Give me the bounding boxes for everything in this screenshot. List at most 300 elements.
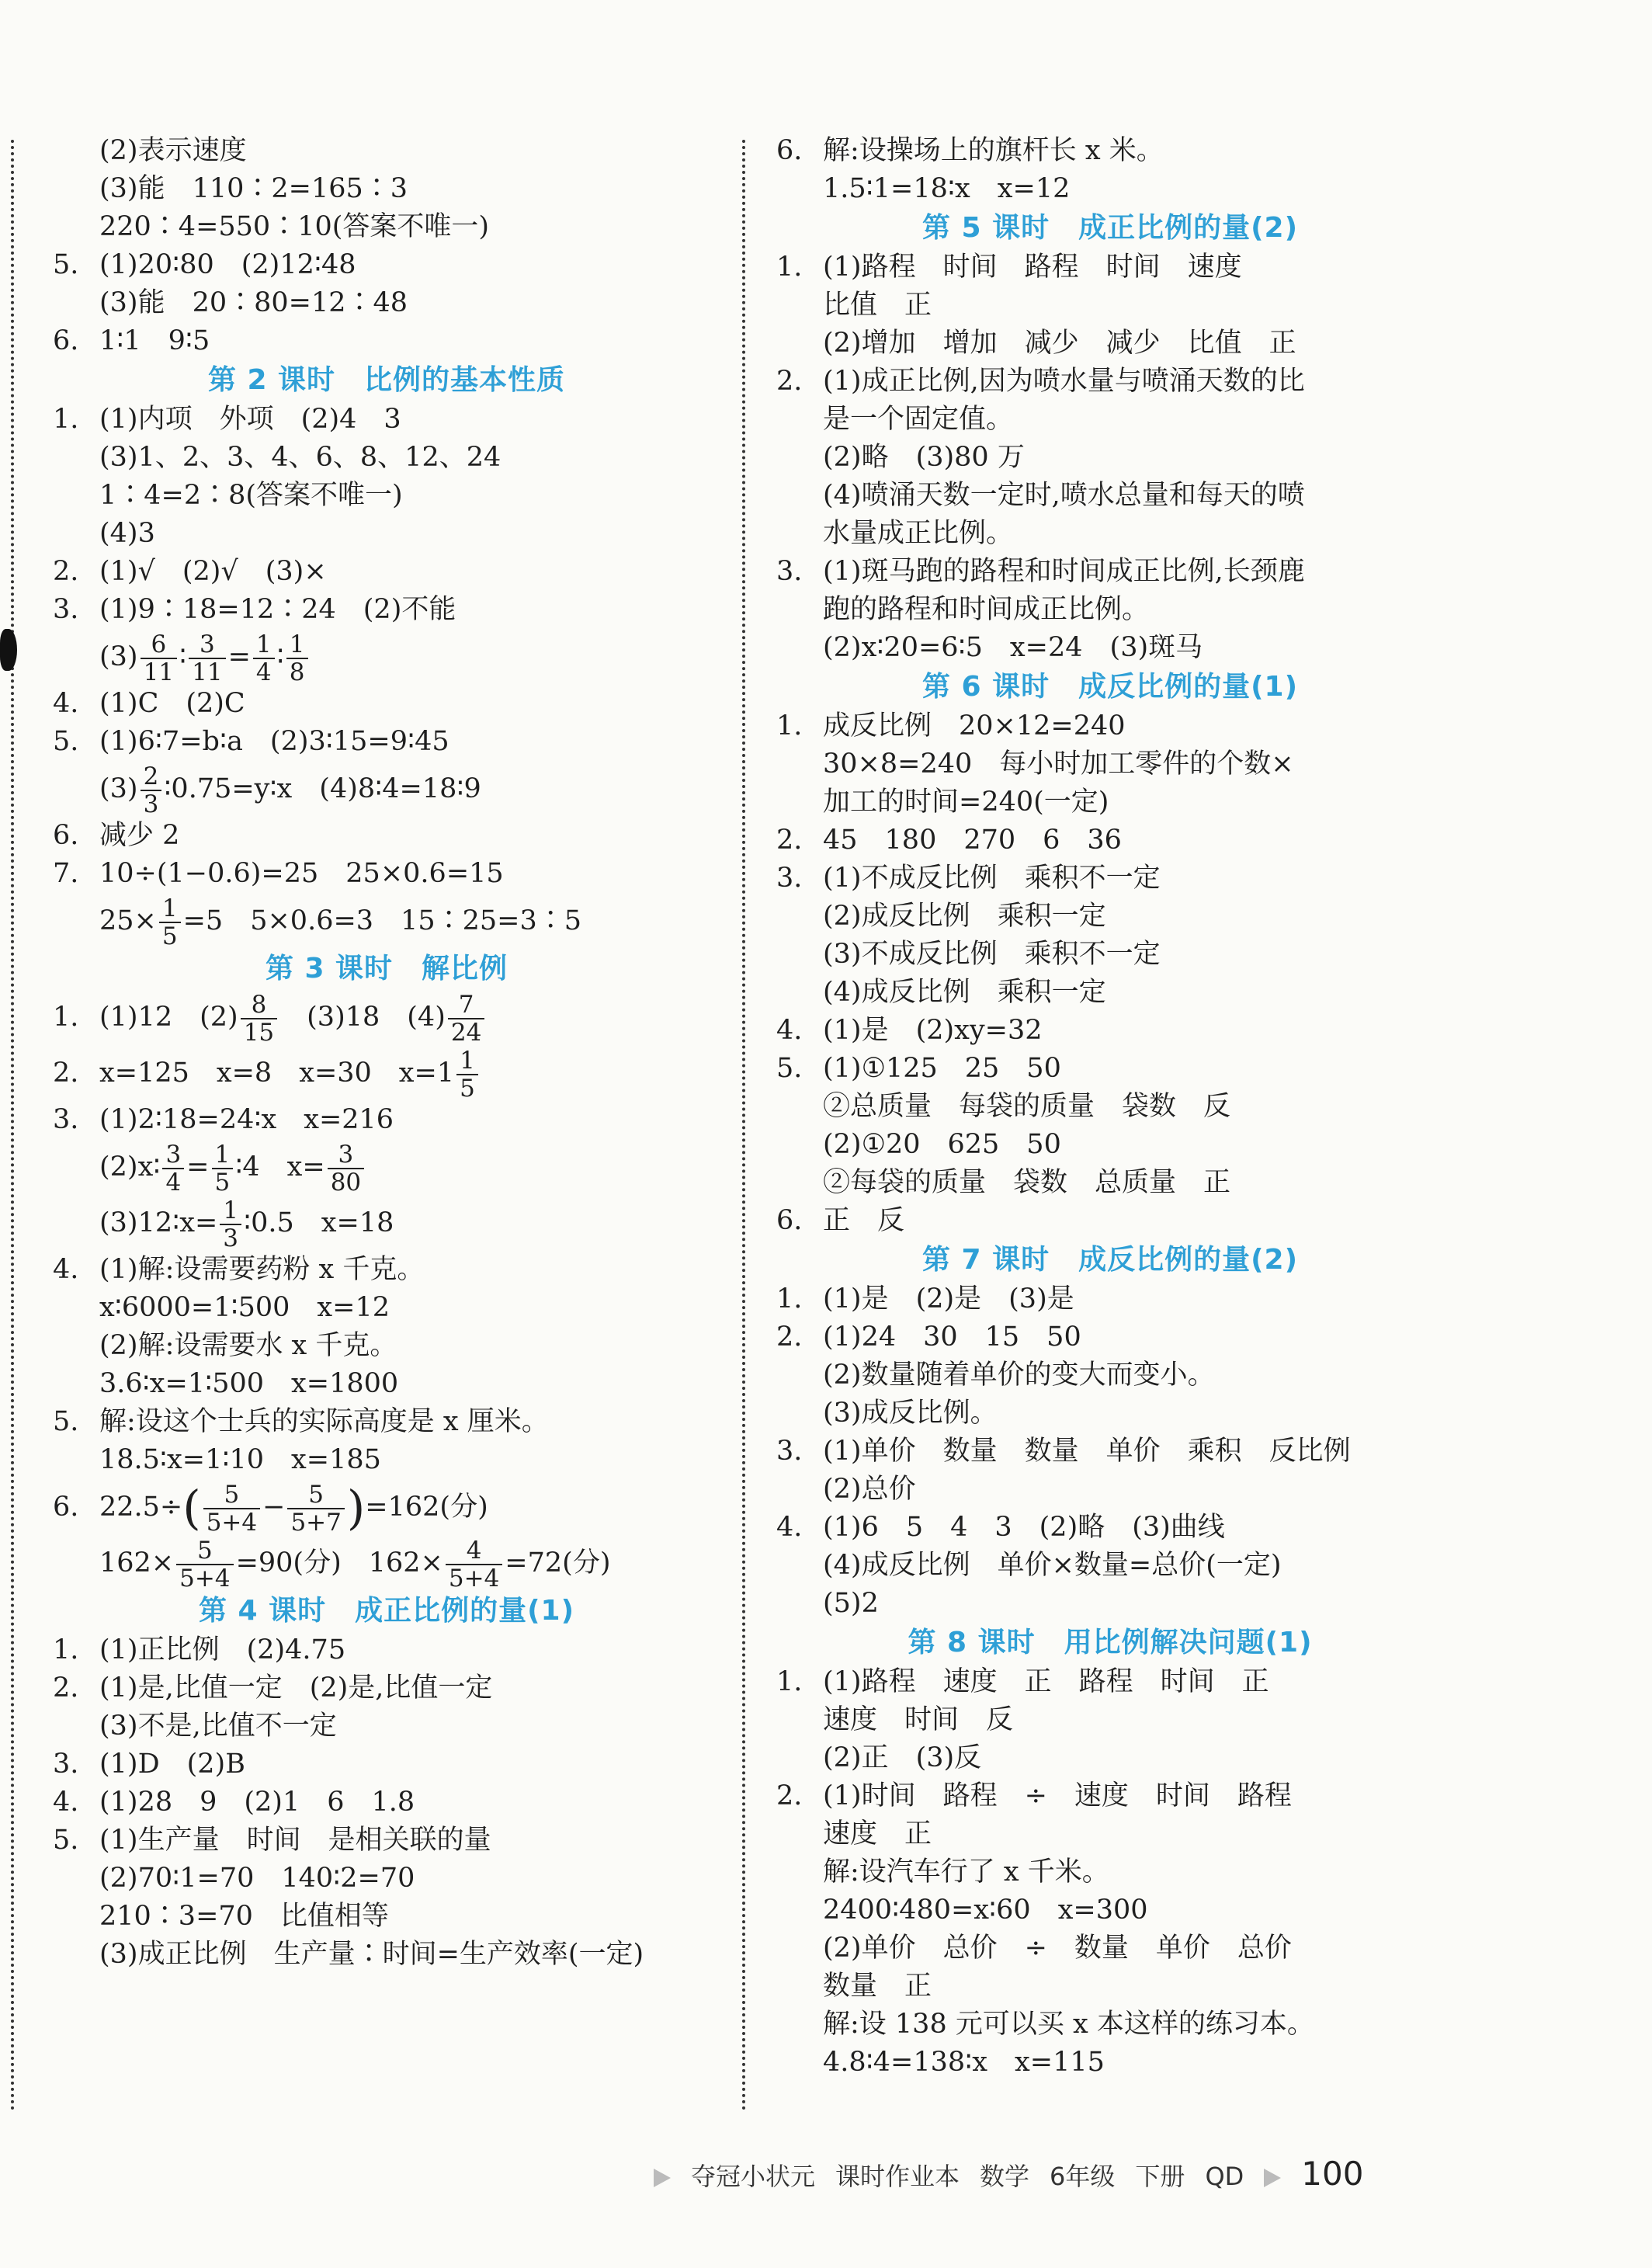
question-number: 5. bbox=[53, 1825, 79, 1856]
question-number: 5. bbox=[776, 1053, 803, 1084]
answer-line bbox=[776, 363, 1444, 401]
fraction-numerator: 3 bbox=[328, 1141, 364, 1169]
answer-line bbox=[776, 1663, 1444, 1701]
answer-text: (1)内项 外项 (2)4 3 bbox=[99, 404, 401, 435]
answer-line bbox=[53, 1822, 720, 1860]
answer-segment: − bbox=[262, 1492, 286, 1523]
answer-line bbox=[53, 322, 720, 360]
question-number: 7. bbox=[53, 858, 79, 889]
answer-line bbox=[53, 1745, 720, 1783]
arrow-icon bbox=[654, 2169, 671, 2187]
answer-segment: ∶0.5 x=18 bbox=[244, 1207, 394, 1238]
answer-segment: (3) bbox=[99, 773, 138, 804]
answer-line bbox=[53, 1403, 720, 1441]
answer-segment: (3)18 (4) bbox=[279, 1002, 446, 1033]
fraction-numerator: 2 bbox=[141, 763, 162, 791]
answer-text: 2400∶480=x∶60 x=300 bbox=[823, 1895, 1148, 1926]
answer-line bbox=[53, 1289, 720, 1327]
answer-line bbox=[776, 860, 1444, 898]
fraction-numerator: 1 bbox=[220, 1197, 241, 1225]
answer-line bbox=[53, 1535, 720, 1591]
answer-segment: 162× bbox=[99, 1547, 175, 1579]
fraction bbox=[328, 1141, 364, 1196]
question-number: 6. bbox=[53, 325, 79, 356]
answer-text: (4)成反比例 单价×数量=总价(一定) bbox=[823, 1550, 1282, 1581]
answer-line bbox=[53, 1251, 720, 1289]
answer-segment: =72(分) bbox=[505, 1547, 611, 1579]
fraction-denominator: 80 bbox=[330, 1168, 362, 1197]
answer-line bbox=[776, 898, 1444, 936]
question-number: 1. bbox=[776, 1283, 803, 1315]
fraction-numerator: 4 bbox=[446, 1537, 502, 1565]
answer-segment: 22.5÷ bbox=[99, 1492, 183, 1523]
answer-text: (3)能 20∶80=12∶48 bbox=[99, 287, 408, 318]
answer-text: 220∶4=550∶10(答案不唯一) bbox=[99, 211, 490, 242]
answer-line bbox=[53, 439, 720, 477]
answer-line bbox=[776, 1509, 1444, 1547]
answer-text: (1)20∶80 (2)12∶48 bbox=[99, 249, 356, 280]
fraction-numerator: 5 bbox=[203, 1481, 260, 1509]
fraction-numerator: 8 bbox=[241, 992, 277, 1019]
question-number: 6. bbox=[53, 820, 79, 851]
answer-line bbox=[776, 325, 1444, 363]
answer-text: (1)D (2)B bbox=[99, 1749, 245, 1780]
question-number: 4. bbox=[776, 1512, 803, 1543]
answer-text: (1)9∶18=12∶24 (2)不能 bbox=[99, 594, 456, 625]
answer-text: x∶6000=1∶500 x=12 bbox=[99, 1292, 390, 1323]
answer-text bbox=[99, 989, 487, 1046]
answer-line bbox=[776, 1853, 1444, 1891]
answer-text: 速度 正 bbox=[823, 1818, 932, 1849]
fraction bbox=[448, 992, 484, 1046]
question-number: 1. bbox=[776, 252, 803, 283]
answer-text: 减少 2 bbox=[99, 820, 180, 851]
answer-column-left bbox=[53, 132, 720, 1974]
fraction bbox=[446, 1537, 502, 1592]
answer-text: 1∶4=2∶8(答案不唯一) bbox=[99, 480, 403, 511]
fraction-denominator: 3 bbox=[223, 1224, 239, 1252]
answer-text: 3.6∶x=1∶500 x=1800 bbox=[99, 1368, 399, 1399]
fraction-denominator: 11 bbox=[192, 658, 223, 686]
answer-line bbox=[776, 1088, 1444, 1126]
page-number: 100 bbox=[1301, 2155, 1364, 2193]
question-number: 1. bbox=[776, 710, 803, 742]
answer-text: (2)总价 bbox=[823, 1474, 916, 1505]
answer-line bbox=[776, 2044, 1444, 2082]
fraction bbox=[189, 631, 225, 686]
answer-line bbox=[776, 1777, 1444, 1815]
answer-segment: (2)x∶ bbox=[99, 1151, 161, 1183]
answer-line bbox=[776, 1318, 1444, 1356]
answer-line bbox=[53, 855, 720, 893]
fraction-numerator: 5 bbox=[287, 1481, 344, 1509]
answer-line bbox=[776, 974, 1444, 1012]
answer-line bbox=[53, 284, 720, 322]
question-number: 5. bbox=[53, 726, 79, 757]
question-number: 2. bbox=[776, 366, 803, 397]
question-number: 2. bbox=[53, 556, 79, 587]
fraction-numerator: 1 bbox=[286, 631, 308, 659]
question-number: 4. bbox=[776, 1015, 803, 1046]
answer-line bbox=[53, 629, 720, 685]
question-number: 3. bbox=[53, 1104, 79, 1135]
question-number: 6. bbox=[53, 1492, 79, 1523]
question-number: 4. bbox=[53, 1787, 79, 1818]
answer-line bbox=[776, 1012, 1444, 1050]
answer-line bbox=[776, 1126, 1444, 1164]
answer-line bbox=[776, 936, 1444, 974]
footer-volume: 下册 bbox=[1135, 2162, 1185, 2191]
answer-line bbox=[53, 1860, 720, 1898]
answer-text: (1)是 (2)是 (3)是 bbox=[823, 1283, 1074, 1315]
answer-line bbox=[53, 1045, 720, 1101]
answer-line bbox=[776, 1394, 1444, 1433]
answer-line bbox=[776, 1968, 1444, 2006]
answer-text: 数量 正 bbox=[823, 1971, 932, 2002]
answer-text: (1)是 (2)xy=32 bbox=[823, 1015, 1043, 1046]
answer-text: ②总质量 每袋的质量 袋数 反 bbox=[823, 1091, 1231, 1122]
answer-segment: (1)12 (2) bbox=[99, 1002, 238, 1033]
answer-line bbox=[776, 591, 1444, 629]
answer-text: 水量成正比例。 bbox=[823, 518, 1014, 549]
answer-segment: = bbox=[227, 641, 251, 672]
question-number: 1. bbox=[53, 1634, 79, 1665]
fraction-denominator: 3 bbox=[143, 790, 159, 818]
fraction bbox=[287, 1481, 344, 1536]
answer-text: (1)28 9 (2)1 6 1.8 bbox=[99, 1787, 415, 1818]
arrow-icon bbox=[1264, 2169, 1281, 2187]
answer-segment: ∶ bbox=[179, 641, 187, 672]
lesson-heading: 第 8 课时 用比例解决问题(1) bbox=[908, 1627, 1313, 1658]
answer-line bbox=[53, 401, 720, 439]
fraction-denominator: 5+7 bbox=[290, 1508, 342, 1537]
answer-line bbox=[776, 1929, 1444, 1968]
question-number: 2. bbox=[776, 825, 803, 856]
answer-line bbox=[776, 553, 1444, 591]
answer-segment: ∶0.75=y∶x (4)8∶4=18∶9 bbox=[164, 773, 481, 804]
answer-line bbox=[776, 1280, 1444, 1318]
answer-text: (3)1、2、3、4、6、8、12、24 bbox=[99, 442, 502, 473]
answer-line bbox=[776, 1471, 1444, 1509]
answer-line bbox=[776, 515, 1444, 553]
page-footer bbox=[654, 2151, 1383, 2197]
answer-text: 10÷(1−0.6)=25 25×0.6=15 bbox=[99, 858, 504, 889]
answer-text: 加工的时间=240(一定) bbox=[823, 787, 1109, 818]
answer-text: (1)√ (2)√ (3)× bbox=[99, 556, 327, 587]
answer-text: 解:设这个士兵的实际高度是 x 厘米。 bbox=[99, 1406, 549, 1437]
answer-text: (1)是,比值一定 (2)是,比值一定 bbox=[99, 1672, 493, 1704]
fraction-denominator: 8 bbox=[289, 658, 305, 686]
answer-text: 1∶1 9∶5 bbox=[99, 325, 210, 356]
fraction-denominator: 15 bbox=[243, 1018, 275, 1047]
answer-line bbox=[53, 246, 720, 284]
answer-text: (1)正比例 (2)4.75 bbox=[99, 1634, 346, 1665]
fraction bbox=[159, 895, 181, 950]
answer-text: 跑的路程和时间成正比例。 bbox=[823, 594, 1150, 625]
fraction-denominator: 5+4 bbox=[206, 1508, 258, 1537]
answer-line bbox=[53, 685, 720, 723]
answer-text bbox=[99, 761, 481, 818]
answer-line bbox=[53, 1327, 720, 1365]
answer-line bbox=[53, 1898, 720, 1936]
answer-line bbox=[53, 1365, 720, 1403]
answer-text: 速度 时间 反 bbox=[823, 1704, 1014, 1735]
fraction-numerator: 1 bbox=[159, 895, 181, 923]
scan-mark bbox=[0, 629, 17, 671]
answer-text bbox=[99, 893, 581, 950]
lesson-heading: 第 2 课时 比例的基本性质 bbox=[207, 364, 566, 396]
answer-text: (1)路程 速度 正 路程 时间 正 bbox=[823, 1666, 1269, 1697]
fraction bbox=[456, 1047, 478, 1102]
fraction bbox=[220, 1197, 241, 1252]
question-number: 2. bbox=[53, 1058, 79, 1089]
answer-text: (1)解:设需要药粉 x 千克。 bbox=[99, 1254, 425, 1285]
answer-line bbox=[53, 553, 720, 591]
answer-text: (1)不成反比例 乘积不一定 bbox=[823, 863, 1161, 894]
answer-text: (3)成反比例。 bbox=[823, 1398, 998, 1429]
answer-line bbox=[53, 1707, 720, 1745]
question-number: 6. bbox=[776, 1205, 803, 1236]
fraction-denominator: 4 bbox=[255, 658, 272, 686]
answer-text: (3)能 110∶2=165∶3 bbox=[99, 173, 408, 204]
question-number: 3. bbox=[776, 863, 803, 894]
answer-line bbox=[53, 1195, 720, 1251]
fraction bbox=[141, 631, 177, 686]
answer-segment: =90(分) 162× bbox=[235, 1547, 443, 1579]
answer-segment: ∶ bbox=[276, 641, 284, 672]
answer-line bbox=[53, 817, 720, 855]
question-number: 3. bbox=[776, 556, 803, 587]
answer-line bbox=[53, 1479, 720, 1535]
answer-text: 1.5∶1=18∶x x=12 bbox=[823, 173, 1071, 204]
answer-text: 成反比例 20×12=240 bbox=[823, 710, 1126, 742]
column-divider bbox=[742, 140, 745, 2112]
answer-text: 解:设操场上的旗杆长 x 米。 bbox=[823, 135, 1164, 166]
answer-text: (2)表示速度 bbox=[99, 135, 247, 166]
answer-line bbox=[776, 1050, 1444, 1088]
answer-line bbox=[776, 707, 1444, 745]
answer-text: 是一个固定值。 bbox=[823, 404, 1014, 435]
fraction bbox=[253, 631, 275, 686]
answer-line bbox=[776, 1202, 1444, 1240]
answer-text: (1)①125 25 50 bbox=[823, 1053, 1061, 1084]
parenthesis: ) bbox=[346, 1481, 366, 1536]
answer-text bbox=[99, 1535, 610, 1592]
fraction bbox=[162, 1141, 184, 1196]
answer-segment: ∶4 x= bbox=[235, 1151, 325, 1183]
answer-text: (2)增加 增加 减少 减少 比值 正 bbox=[823, 328, 1296, 359]
fraction-numerator: 3 bbox=[162, 1141, 184, 1169]
answer-line bbox=[776, 1547, 1444, 1585]
question-number: 5. bbox=[53, 249, 79, 280]
answer-text: (1)斑马跑的路程和时间成正比例,长颈鹿 bbox=[823, 556, 1305, 587]
question-number: 3. bbox=[53, 1749, 79, 1780]
answer-line bbox=[53, 515, 720, 553]
parenthesis: ( bbox=[182, 1481, 201, 1536]
answer-text: 18.5∶x=1∶10 x=185 bbox=[99, 1444, 381, 1475]
answer-text bbox=[99, 629, 311, 686]
answer-text: (2)单价 总价 ÷ 数量 单价 总价 bbox=[823, 1933, 1292, 1964]
question-number: 2. bbox=[53, 1672, 79, 1704]
lesson-heading: 第 6 课时 成反比例的量(1) bbox=[921, 671, 1299, 703]
answer-text: ②每袋的质量 袋数 总质量 正 bbox=[823, 1167, 1231, 1198]
answer-text: (1)24 30 15 50 bbox=[823, 1322, 1081, 1353]
fraction bbox=[141, 763, 162, 818]
answer-text: (1)2∶18=24∶x x=216 bbox=[99, 1104, 394, 1135]
answer-text: (2)70∶1=70 140∶2=70 bbox=[99, 1863, 415, 1894]
fraction-denominator: 5 bbox=[214, 1168, 231, 1197]
question-number: 2. bbox=[776, 1780, 803, 1811]
answer-segment: (3)12∶x= bbox=[99, 1207, 218, 1238]
answer-segment: (3) bbox=[99, 641, 138, 672]
fraction-numerator: 7 bbox=[448, 992, 484, 1019]
answer-text: (2)略 (3)80 万 bbox=[823, 442, 1025, 473]
answer-line bbox=[53, 1101, 720, 1139]
answer-text: (2)x∶20=6∶5 x=24 (3)斑马 bbox=[823, 632, 1203, 663]
fraction bbox=[212, 1141, 234, 1196]
footer-brand: 夺冠小状元 bbox=[691, 2162, 816, 2191]
question-number: 6. bbox=[776, 135, 803, 166]
binding-dots-left bbox=[11, 140, 14, 2112]
footer-edition: QD bbox=[1205, 2162, 1244, 2191]
answer-line bbox=[776, 1891, 1444, 1929]
answer-text: (2)正 (3)反 bbox=[823, 1742, 982, 1773]
footer-book: 课时作业本 bbox=[835, 2162, 960, 2191]
question-number: 2. bbox=[776, 1322, 803, 1353]
answer-text bbox=[99, 1195, 394, 1252]
answer-text: (1)路程 时间 路程 时间 速度 bbox=[823, 252, 1242, 283]
answer-segment: =5 5×0.6=3 15∶25=3∶5 bbox=[182, 905, 581, 936]
fraction bbox=[176, 1537, 233, 1592]
answer-segment: x=125 x=8 x=30 x=1 bbox=[99, 1058, 455, 1089]
answer-line bbox=[776, 170, 1444, 208]
answer-line bbox=[776, 745, 1444, 783]
fraction-numerator: 1 bbox=[456, 1047, 478, 1075]
answer-text: (1)成正比例,因为喷水量与喷涌天数的比 bbox=[823, 366, 1305, 397]
answer-line bbox=[776, 821, 1444, 860]
answer-segment: = bbox=[186, 1151, 210, 1183]
fraction-numerator: 1 bbox=[253, 631, 275, 659]
answer-line bbox=[776, 477, 1444, 515]
question-number: 4. bbox=[53, 1254, 79, 1285]
fraction-denominator: 5 bbox=[161, 922, 178, 950]
fraction-denominator: 4 bbox=[165, 1168, 182, 1197]
answer-line bbox=[53, 1441, 720, 1479]
question-number: 1. bbox=[776, 1666, 803, 1697]
answer-line bbox=[776, 287, 1444, 325]
fraction-numerator: 6 bbox=[141, 631, 177, 659]
lesson-heading: 第 7 课时 成反比例的量(2) bbox=[921, 1244, 1299, 1276]
footer-subject: 数学 bbox=[980, 2162, 1030, 2191]
answer-text: (1)6∶7=b∶a (2)3∶15=9∶45 bbox=[99, 726, 449, 757]
answer-text: (3)成正比例 生产量∶时间=生产效率(一定) bbox=[99, 1939, 644, 1970]
fraction-numerator: 3 bbox=[189, 631, 225, 659]
lesson-heading: 第 4 课时 成正比例的量(1) bbox=[198, 1595, 575, 1627]
answer-line bbox=[53, 170, 720, 208]
answer-line bbox=[53, 1139, 720, 1195]
answer-text: 解:设 138 元可以买 x 本这样的练习本。 bbox=[823, 2009, 1314, 2040]
answer-line bbox=[53, 1783, 720, 1822]
question-number: 4. bbox=[53, 688, 79, 719]
answer-text: (2)①20 625 50 bbox=[823, 1129, 1061, 1160]
answer-text: (2)成反比例 乘积一定 bbox=[823, 901, 1106, 932]
answer-text: (1)C (2)C bbox=[99, 688, 245, 719]
answer-line bbox=[53, 989, 720, 1045]
answer-text: (1)生产量 时间 是相关联的量 bbox=[99, 1825, 491, 1856]
question-number: 1. bbox=[53, 1002, 79, 1033]
answer-line bbox=[776, 783, 1444, 821]
answer-line bbox=[776, 1701, 1444, 1739]
fraction-numerator: 1 bbox=[212, 1141, 234, 1169]
fraction-denominator: 11 bbox=[143, 658, 175, 686]
answer-text: (3)不成反比例 乘积不一定 bbox=[823, 939, 1161, 970]
answer-line bbox=[776, 1356, 1444, 1394]
answer-line bbox=[776, 2006, 1444, 2044]
answer-segment: =162(分) bbox=[365, 1492, 488, 1523]
question-number: 3. bbox=[776, 1436, 803, 1467]
answer-text: (4)喷涌天数一定时,喷水总量和每天的喷 bbox=[823, 480, 1305, 511]
answer-text: (1)6 5 4 3 (2)略 (3)曲线 bbox=[823, 1512, 1225, 1543]
answer-line bbox=[53, 477, 720, 515]
answer-text: 4.8∶4=138∶x x=115 bbox=[823, 2047, 1105, 2078]
answer-line bbox=[776, 401, 1444, 439]
fraction-numerator: 5 bbox=[176, 1537, 233, 1565]
fraction-denominator: 5+4 bbox=[179, 1564, 231, 1592]
answer-text: (2)解:设需要水 x 千克。 bbox=[99, 1330, 397, 1361]
answer-line bbox=[53, 761, 720, 817]
answer-text: (5)2 bbox=[823, 1588, 879, 1619]
answer-text: 解:设汽车行了 x 千米。 bbox=[823, 1856, 1109, 1888]
answer-line bbox=[776, 1164, 1444, 1202]
answer-line bbox=[776, 132, 1444, 170]
answer-line bbox=[53, 1631, 720, 1669]
answer-line bbox=[53, 723, 720, 761]
fraction bbox=[286, 631, 308, 686]
fraction-denominator: 5 bbox=[460, 1074, 475, 1103]
answer-line bbox=[53, 132, 720, 170]
fraction-denominator: 24 bbox=[450, 1018, 482, 1047]
answer-segment: 25× bbox=[99, 905, 157, 936]
answer-line bbox=[53, 591, 720, 629]
answer-line bbox=[776, 1815, 1444, 1853]
answer-line bbox=[776, 1585, 1444, 1623]
answer-text: (4)成反比例 乘积一定 bbox=[823, 977, 1106, 1008]
question-number: 1. bbox=[53, 404, 79, 435]
answer-text: 45 180 270 6 36 bbox=[823, 825, 1122, 856]
fraction bbox=[241, 992, 277, 1046]
question-number: 5. bbox=[53, 1406, 79, 1437]
answer-text: (1)单价 数量 数量 单价 乘积 反比例 bbox=[823, 1436, 1351, 1467]
answer-line bbox=[53, 1669, 720, 1707]
answer-text bbox=[99, 1045, 481, 1102]
footer-grade: 6年级 bbox=[1050, 2162, 1116, 2191]
answer-text: (4)3 bbox=[99, 518, 155, 549]
lesson-heading: 第 3 课时 解比例 bbox=[265, 953, 508, 985]
fraction-denominator: 5+4 bbox=[448, 1564, 500, 1592]
answer-text: (3)不是,比值不一定 bbox=[99, 1711, 337, 1742]
answer-line bbox=[776, 1433, 1444, 1471]
answer-text: (1)时间 路程 ÷ 速度 时间 路程 bbox=[823, 1780, 1292, 1811]
lesson-heading: 第 5 课时 成正比例的量(2) bbox=[921, 212, 1299, 244]
answer-text bbox=[99, 1139, 366, 1196]
fraction bbox=[203, 1481, 260, 1536]
answer-line bbox=[53, 1936, 720, 1974]
answer-line bbox=[53, 893, 720, 949]
answer-text: 比值 正 bbox=[823, 290, 932, 321]
answer-text bbox=[99, 1479, 488, 1537]
answer-line bbox=[776, 629, 1444, 667]
answer-text: 正 反 bbox=[823, 1205, 905, 1236]
